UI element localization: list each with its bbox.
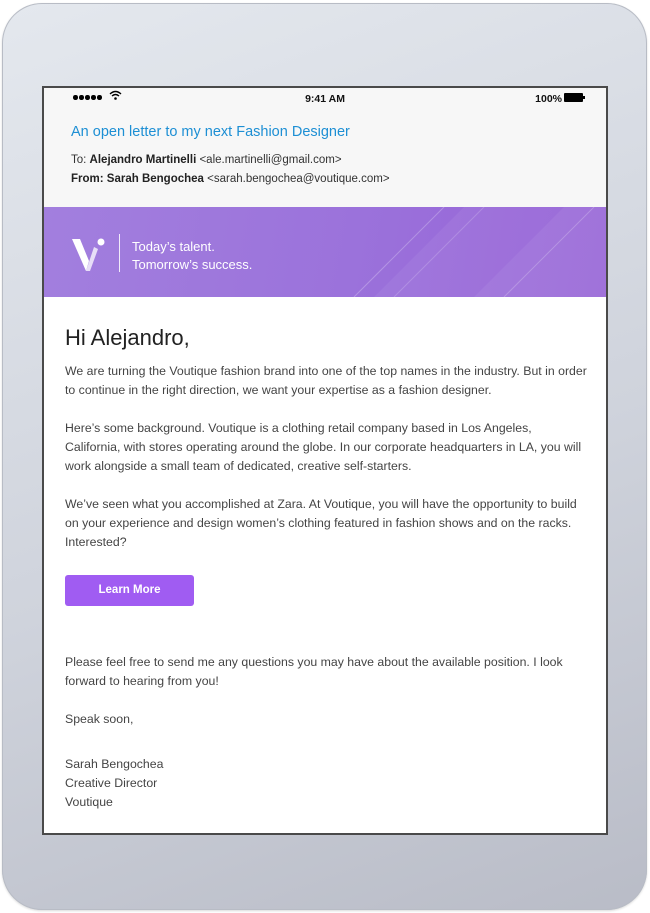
paragraph-opportunity: We’ve seen what you accomplished at Zara. At Voutique, you will have the opportunity to build on your experience and design women’s clothing featured in fashion shows and on the racks. Interested? (65, 497, 577, 549)
from-name[interactable]: Sarah Bengochea (106, 173, 204, 185)
tagline-line-1: Today’s talent. (132, 239, 215, 254)
paragraph-intro: We are turning the Voutique fashion brand into one of the top names in the industry. But in order to continue in the right direction, we want your expertise as a fashion designer. (65, 364, 587, 397)
banner-decoration (44, 207, 606, 297)
battery-icon (564, 93, 583, 102)
status-bar (44, 88, 606, 110)
voutique-logo-icon (72, 237, 108, 273)
learn-more-button[interactable]: Learn More (65, 575, 194, 606)
to-label: To: (71, 154, 87, 166)
to-name[interactable]: Alejandro Martinelli (89, 154, 197, 166)
email-header (44, 88, 606, 207)
signature-title: Creative Director (65, 776, 158, 790)
logo-divider (119, 234, 120, 272)
closing-line: Speak soon, (65, 712, 134, 726)
status-time: 9:41 AM (305, 93, 345, 105)
from-address[interactable]: <sarah.bengochea@voutique.com> (207, 173, 390, 185)
tagline-line-2: Tomorrow’s success. (132, 257, 253, 272)
paragraph-questions: Please feel free to send me any questions you may have about the available position. I look forward to hearing from you! (65, 655, 563, 688)
to-address[interactable]: <ale.martinelli@gmail.com> (199, 154, 342, 166)
from-label: From: (71, 173, 104, 185)
signature-company: Voutique (65, 795, 113, 809)
email-subject: An open letter to my next Fashion Designer (71, 124, 350, 140)
to-line (71, 154, 342, 166)
battery-percent: 100% (535, 93, 562, 105)
paragraph-background: Here’s some background. Voutique is a clothing retail company based in Los Angeles, California, with stores operating around the globe. In our corporate headquarters in LA, you will work alongside a small team of dedicated, creative self-starters. (65, 421, 582, 473)
banner-tagline (132, 238, 252, 274)
tablet-frame (2, 3, 647, 910)
from-line (71, 173, 390, 185)
brand-banner (44, 207, 606, 297)
greeting: Hi Alejandro, (65, 325, 190, 350)
signature-name: Sarah Bengochea (65, 757, 164, 771)
